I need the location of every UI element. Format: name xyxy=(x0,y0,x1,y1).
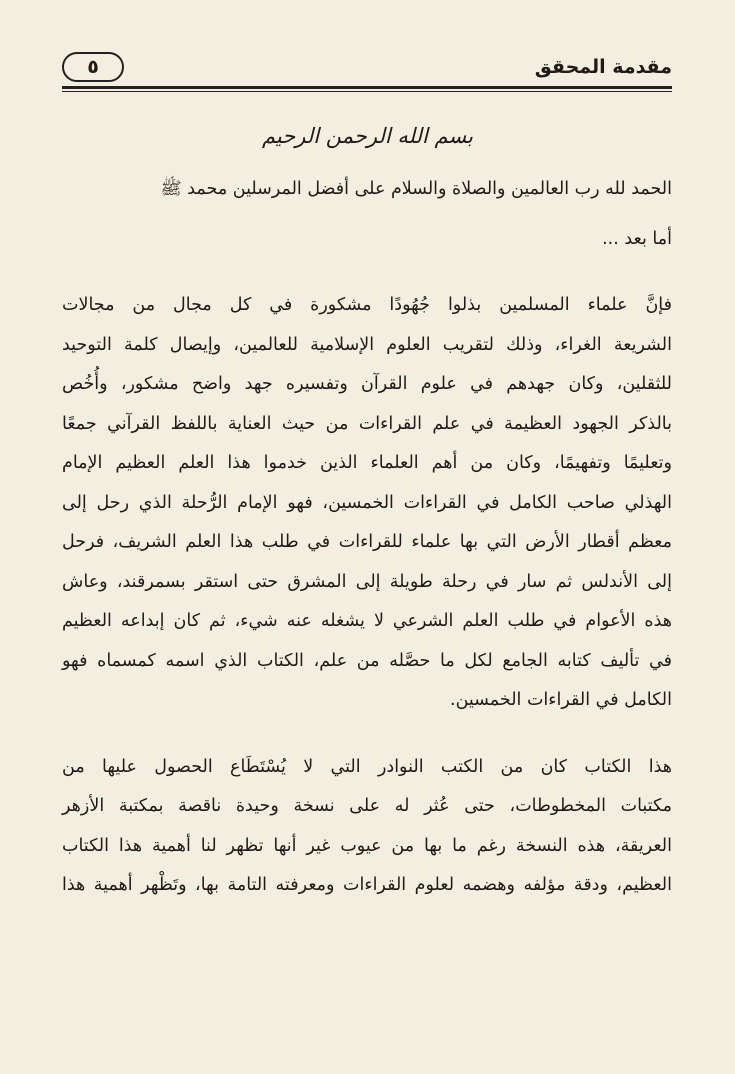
text-line: هذا الكتاب كان من الكتب النوادر التي لا يُسْتَطَاع الحصول عليها من xyxy=(62,756,672,777)
text-line: الحمد لله رب العالمين والصلاة والسلام على أفضل المرسلين محمد ﷺ xyxy=(160,179,672,199)
text-line: إلى الأندلس ثم سار في رحلة طويلة إلى المشرق حتى استقر بسمرقند، وعاش xyxy=(62,571,672,592)
text-line: فإنَّ علماء المسلمين بذلوا جُهُودًا مشكورة في كل مجال من مجالات xyxy=(62,295,672,315)
basmala-calligraphy: بسم الله الرحمن الرحيم xyxy=(261,124,474,148)
paragraph-manuscript xyxy=(62,748,672,906)
text-line: بالذكر الجهود العظيمة في علم القراءات من حيث العناية باللفظ القرآني جمعًا xyxy=(62,413,672,434)
text-line: مكتبات المخطوطات، حتى عُثر له على نسخة وحيدة ناقصة بمكتبة الأزهر xyxy=(62,796,672,816)
paragraph-amma-bad xyxy=(62,220,672,260)
text-line: الكامل في القراءات الخمسين. xyxy=(450,690,672,710)
text-line: أما بعد ... xyxy=(602,228,672,249)
text-line: وتعليمًا وتفهيمًا، وكان من أهم العلماء الذين خدموا هذا العلم العظيم الإمام xyxy=(62,453,672,473)
text-line: العظيم، ودقة مؤلفه وهضمه لعلوم القراءات ومعرفته التامة بها، وتَظْهر أهمية هذا xyxy=(62,875,672,895)
text-line: معظم أقطار الأرض التي بها علماء للقراءات في طلب هذا العلم الشريف، فرحل xyxy=(62,532,672,552)
header-rule-thin xyxy=(62,91,672,92)
text-line: للثقلين، وكان جهدهم في علوم القرآن وتفسيره جهد واضح مشكور، وأُخُص xyxy=(62,374,672,394)
running-title: مقدمة المحقق xyxy=(534,56,672,78)
body-text xyxy=(62,170,672,906)
text-line: الشريعة الغراء، وذلك لتقريب العلوم الإسلامية للعالمين، وإيصال كلمة التوحيد xyxy=(62,334,672,355)
paragraph-scholars xyxy=(62,286,672,721)
paragraph-praise xyxy=(62,170,672,210)
page-number: ٥ xyxy=(62,52,124,82)
text-line: هذه الأعوام في طلب العلم الشرعي لا يشغله عنه شيء، ثم كان إبداعه العظيم xyxy=(62,611,672,631)
text-line: العريقة، هذه النسخة رغم ما بها من عيوب غير أنها تظهر لنا أهمية هذا الكتاب xyxy=(62,835,672,856)
page-header xyxy=(62,50,672,86)
text-line: الهذلي صاحب الكامل في القراءات الخمسين، فهو الإمام الرُّحلة الذي رحل إلى xyxy=(62,492,672,513)
text-line: في تأليف كتابه الجامع لكل ما حصَّله من علم، الكتاب الذي اسمه كمسماه فهو xyxy=(62,650,672,671)
header-rule-thick xyxy=(62,86,672,89)
